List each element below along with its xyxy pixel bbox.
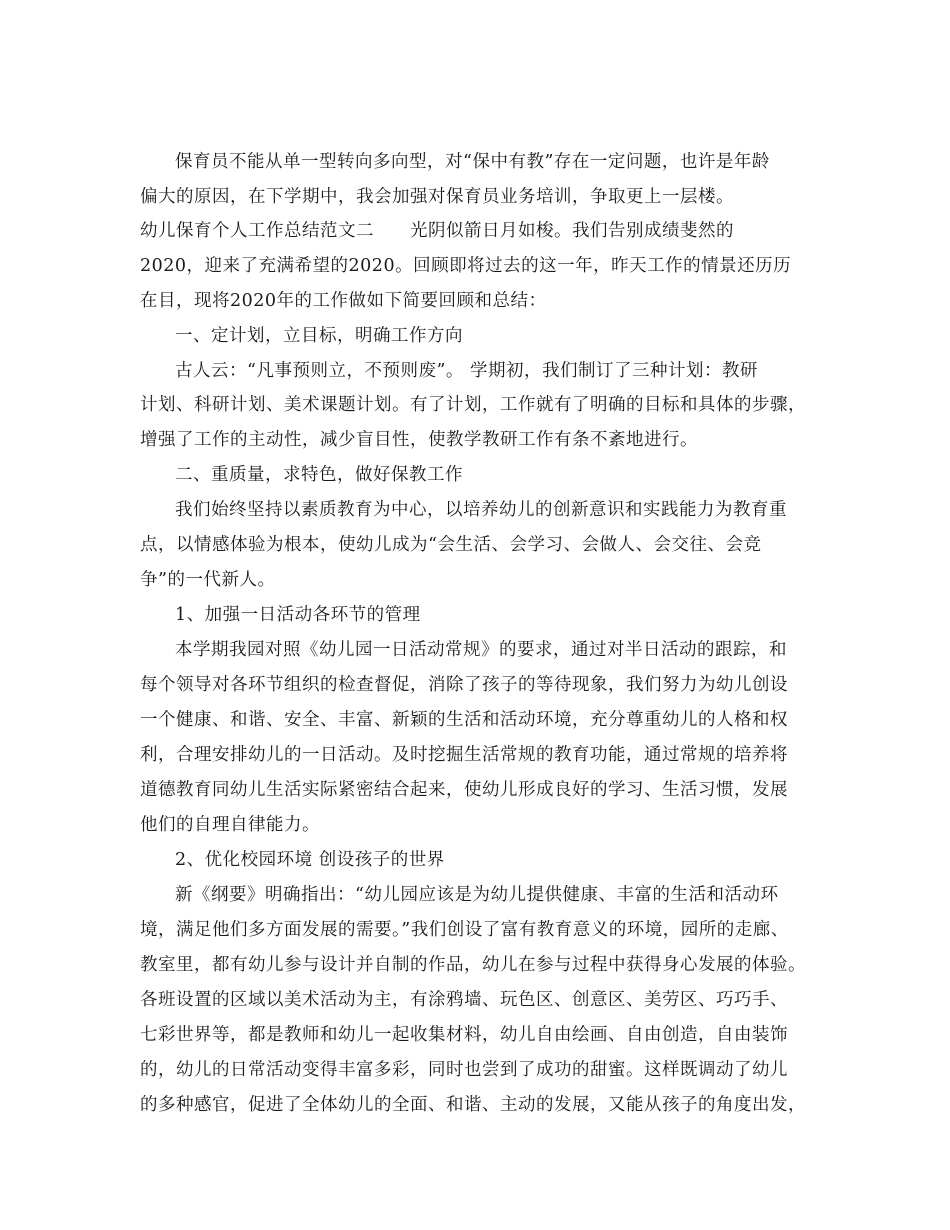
paragraph-line: 每个领导对各环节组织的检查督促，消除了孩子的等待现象，我们努力为幼儿创设 bbox=[140, 675, 788, 695]
subheading: 2、优化校园环境 创设孩子的世界 bbox=[175, 850, 445, 870]
paragraph-line: 增强了工作的主动性，减少盲目性，使教学教研工作有条不紊地进行。 bbox=[140, 430, 698, 450]
paragraph-line: 一个健康、和谐、安全、丰富、新颖的生活和活动环境，充分尊重幼儿的人格和权 bbox=[140, 710, 788, 730]
paragraph-line: 保育员不能从单一型转向多向型，对“保中有教”存在一定问题，也许是年龄 bbox=[175, 152, 770, 172]
paragraph-line: 本学期我园对照《幼儿园一日活动常规》的要求，通过对半日活动的跟踪，和 bbox=[175, 640, 787, 660]
paragraph-line: 点，以情感体验为根本，使幼儿成为“会生活、会学习、会做人、会交往、会竞 bbox=[140, 535, 762, 555]
paragraph-line: 我们始终坚持以素质教育为中心，以培养幼儿的创新意识和实践能力为教育重 bbox=[175, 500, 787, 520]
paragraph-line: 在目，现将2020年的工作做如下简要回顾和总结： bbox=[140, 291, 547, 311]
paragraph-line: 的，幼儿的日常活动变得丰富多彩，同时也尝到了成功的甜蜜。这样既调动了幼儿 bbox=[140, 1060, 788, 1080]
paragraph-line: 七彩世界等，都是教师和幼儿一起收集材料，幼儿自由绘画、自由创造，自由装饰 bbox=[140, 1025, 788, 1045]
paragraph-line: 新《纲要》明确指出：“幼儿园应该是为幼儿提供健康、丰富的生活和活动环 bbox=[175, 885, 779, 905]
paragraph-line: 2020，迎来了充满希望的2020。回顾即将过去的这一年，昨天工作的情景还历历 bbox=[140, 256, 792, 276]
paragraph-line: 的多种感官，促进了全体幼儿的全面、和谐、主动的发展，又能从孩子的角度出发， bbox=[140, 1095, 806, 1115]
paragraph-line: 古人云：“凡事预则立，不预则废”。 学期初，我们制订了三种计划：教研 bbox=[175, 361, 758, 381]
paragraph-line: 计划、科研计划、美术课题计划。有了计划，工作就有了明确的目标和具体的步骤， bbox=[140, 395, 806, 415]
subheading: 一、定计划，立目标，明确工作方向 bbox=[175, 326, 463, 346]
paragraph-line: 利，合理安排幼儿的一日活动。及时挖掘生活常规的教育功能，通过常规的培养将 bbox=[140, 745, 788, 765]
paragraph-line: 各班设置的区域以美术活动为主，有涂鸦墙、玩色区、创意区、美劳区、巧巧手、 bbox=[140, 990, 788, 1010]
paragraph-line: 偏大的原因，在下学期中，我会加强对保育员业务培训，争取更上一层楼。 bbox=[140, 187, 734, 207]
paragraph-line: 争”的一代新人。 bbox=[140, 570, 276, 590]
heading-line bbox=[140, 219, 734, 243]
paragraph-line: 教室里，都有幼儿参与设计并自制的作品，幼儿在参与过程中获得身心发展的体验。 bbox=[140, 955, 806, 975]
paragraph-line: 道德教育同幼儿生活实际紧密结合起来，使幼儿形成良好的学习、生活习惯，发展 bbox=[140, 780, 788, 800]
subheading: 1、加强一日活动各环节的管理 bbox=[175, 605, 421, 625]
paragraph-line: 境，满足他们多方面发展的需要。”我们创设了富有教育意义的环境，园所的走廊、 bbox=[140, 920, 789, 940]
paragraph-line: 他们的自理自律能力。 bbox=[140, 815, 320, 835]
paragraph-text: 光阴似箭日月如梭。我们告别成绩斐然的 bbox=[410, 221, 734, 241]
subheading: 二、重质量，求特色，做好保教工作 bbox=[175, 465, 463, 485]
section-title: 幼儿保育个人工作总结范文二 bbox=[140, 221, 374, 241]
